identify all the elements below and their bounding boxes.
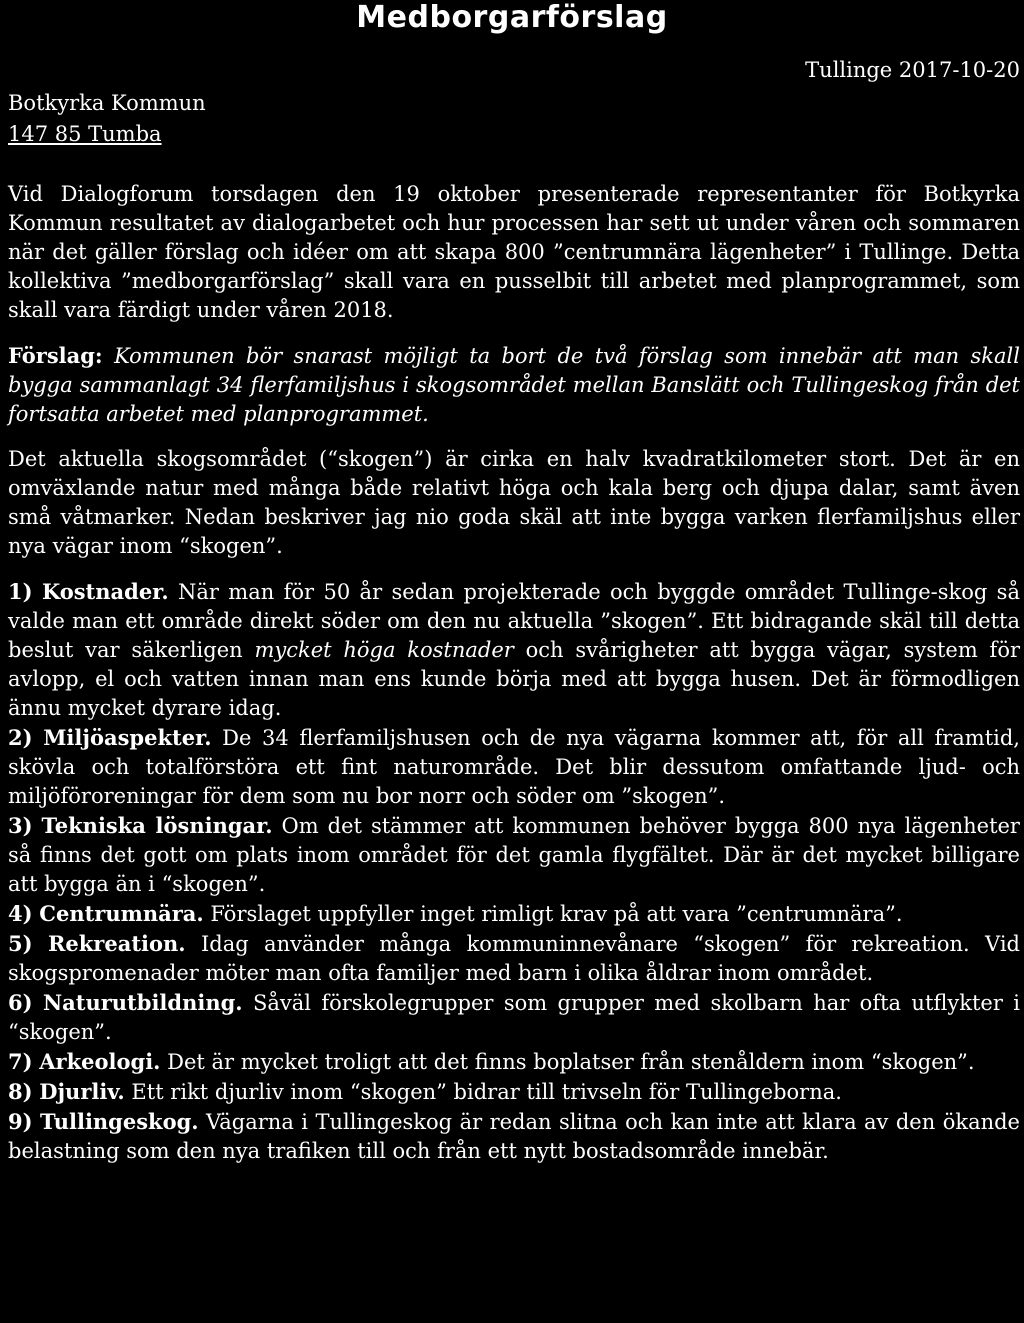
proposal-paragraph bbox=[8, 341, 1020, 429]
reasons-list bbox=[8, 577, 1020, 1166]
reason-title: Djurliv. bbox=[39, 1079, 125, 1104]
reason-item bbox=[8, 929, 1020, 988]
reason-number: 4) bbox=[8, 901, 33, 926]
reason-text: Vägarna i Tullingeskog är redan slitna och kan inte att klara av den ökande belastning som den nya trafiken till och från ett nytt bostadsområde innebär. bbox=[8, 1110, 1020, 1163]
reason-title: Miljöaspekter. bbox=[43, 725, 212, 750]
reason-number: 8) bbox=[8, 1079, 33, 1104]
reason-text: De 34 flerfamiljshusen och de nya vägarna kommer att, för all framtid, skövla och totalförstöra ett fint naturområde. Det blir dessutom omfattande ljud- och miljöföroreningar för dem som nu bor norr och söder om ”skogen”. bbox=[8, 726, 1020, 808]
reason-text: Det är mycket troligt att det finns boplatser från stenåldern inom “skogen”. bbox=[160, 1050, 975, 1074]
reason-title: Arkeologi. bbox=[39, 1049, 161, 1074]
document-title: Medborgarförslag bbox=[356, 0, 668, 35]
intro-paragraph: Vid Dialogforum torsdagen den 19 oktober presenterade representanter för Botkyrka Kommun resultatet av dialogarbetet och hur processen har sett ut under våren och sommaren när det gäller förslag och idéer om att skapa 800 ”centrumnära lägenheter” i Tullinge. Detta kollektiva ”medborgarförslag” skall vara en pusselbit till arbetet med planprogrammet, som skall vara färdigt under våren 2018. bbox=[8, 182, 1020, 322]
reason-item bbox=[8, 988, 1020, 1047]
reason-number: 7) bbox=[8, 1049, 33, 1074]
reason-item bbox=[8, 1047, 1020, 1077]
reason-title: Kostnader. bbox=[41, 579, 169, 604]
reason-title: Naturutbildning. bbox=[42, 990, 243, 1015]
reason-text: När man för 50 år sedan projekterade och byggde området Tullinge-skog så valde man ett område direkt söder om den nu aktuella ”skogen”. Ett bidragande skäl till detta beslut var säkerligen bbox=[8, 580, 1020, 662]
reason-item bbox=[8, 723, 1020, 811]
recipient-postal: 147 85 Tumba bbox=[8, 122, 162, 146]
reason-text: Förslaget uppfyller inget rimligt krav på att vara ”centrumnära”. bbox=[203, 902, 903, 926]
reason-title: Rekreation. bbox=[47, 931, 186, 956]
recipient-address bbox=[8, 88, 206, 150]
reason-number: 6) bbox=[8, 990, 33, 1015]
letter-body bbox=[8, 180, 1020, 1166]
proposal-label: Förslag: bbox=[8, 343, 103, 368]
reason-text-end: och svårigheter att bygga vägar, system för avlopp, el och vatten innan man ens kunde börja med att bygga husen. Det är förmodligen ännu mycket dyrare idag. bbox=[8, 638, 1021, 720]
reason-item bbox=[8, 1107, 1020, 1166]
reason-number: 3) bbox=[8, 813, 33, 838]
reason-emphasis: mycket höga kostnader bbox=[254, 638, 514, 662]
reason-text: Såväl förskolegrupper som grupper med skolbarn har ofta utflykter i “skogen”. bbox=[8, 991, 1020, 1044]
recipient-name: Botkyrka Kommun bbox=[8, 91, 206, 115]
reason-title: Tekniska lösningar. bbox=[41, 813, 273, 838]
reason-text: Ett rikt djurliv inom “skogen” bidrar till trivseln för Tullingeborna. bbox=[124, 1080, 842, 1104]
reason-item bbox=[8, 577, 1020, 723]
context-paragraph: Det aktuella skogsområdet (“skogen”) är cirka en halv kvadratkilometer stort. Det är en omväxlande natur med många både relativt höga och kala berg och djupa dalar, samt även små våtmarker. Nedan beskriver jag nio goda skäl att inte bygga varken flerfamiljshus eller nya vägar inom “skogen”. bbox=[8, 447, 1020, 558]
reason-number: 9) bbox=[8, 1109, 33, 1134]
reason-number: 2) bbox=[8, 725, 33, 750]
reason-text: Om det stämmer att kommunen behöver bygga 800 nya lägenheter så finns det gott om plats inom området för det gamla flygfältet. Där är det mycket billigare att bygga än i “skogen”. bbox=[8, 814, 1020, 896]
reason-item bbox=[8, 899, 1020, 929]
reason-text: Idag använder många kommuninnevånare “skogen” för rekreation. Vid skogspromenader möter man ofta familjer med barn i olika åldrar inom området. bbox=[8, 932, 1020, 985]
reason-item bbox=[8, 811, 1020, 899]
reason-item bbox=[8, 1077, 1020, 1107]
reason-title: Centrumnära. bbox=[39, 901, 204, 926]
reason-title: Tullingeskog. bbox=[40, 1109, 199, 1134]
reason-number: 5) bbox=[8, 931, 33, 956]
proposal-text: Kommunen bör snarast möjligt ta bort de två förslag som innebär att man skall bygga sammanlagt 34 flerfamiljshus i skogsområdet mellan Banslätt och Tullingeskog från det fortsatta arbetet med planprogrammet. bbox=[8, 344, 1020, 426]
reason-number: 1) bbox=[8, 579, 33, 604]
document-date: Tullinge 2017-10-20 bbox=[805, 58, 1020, 82]
